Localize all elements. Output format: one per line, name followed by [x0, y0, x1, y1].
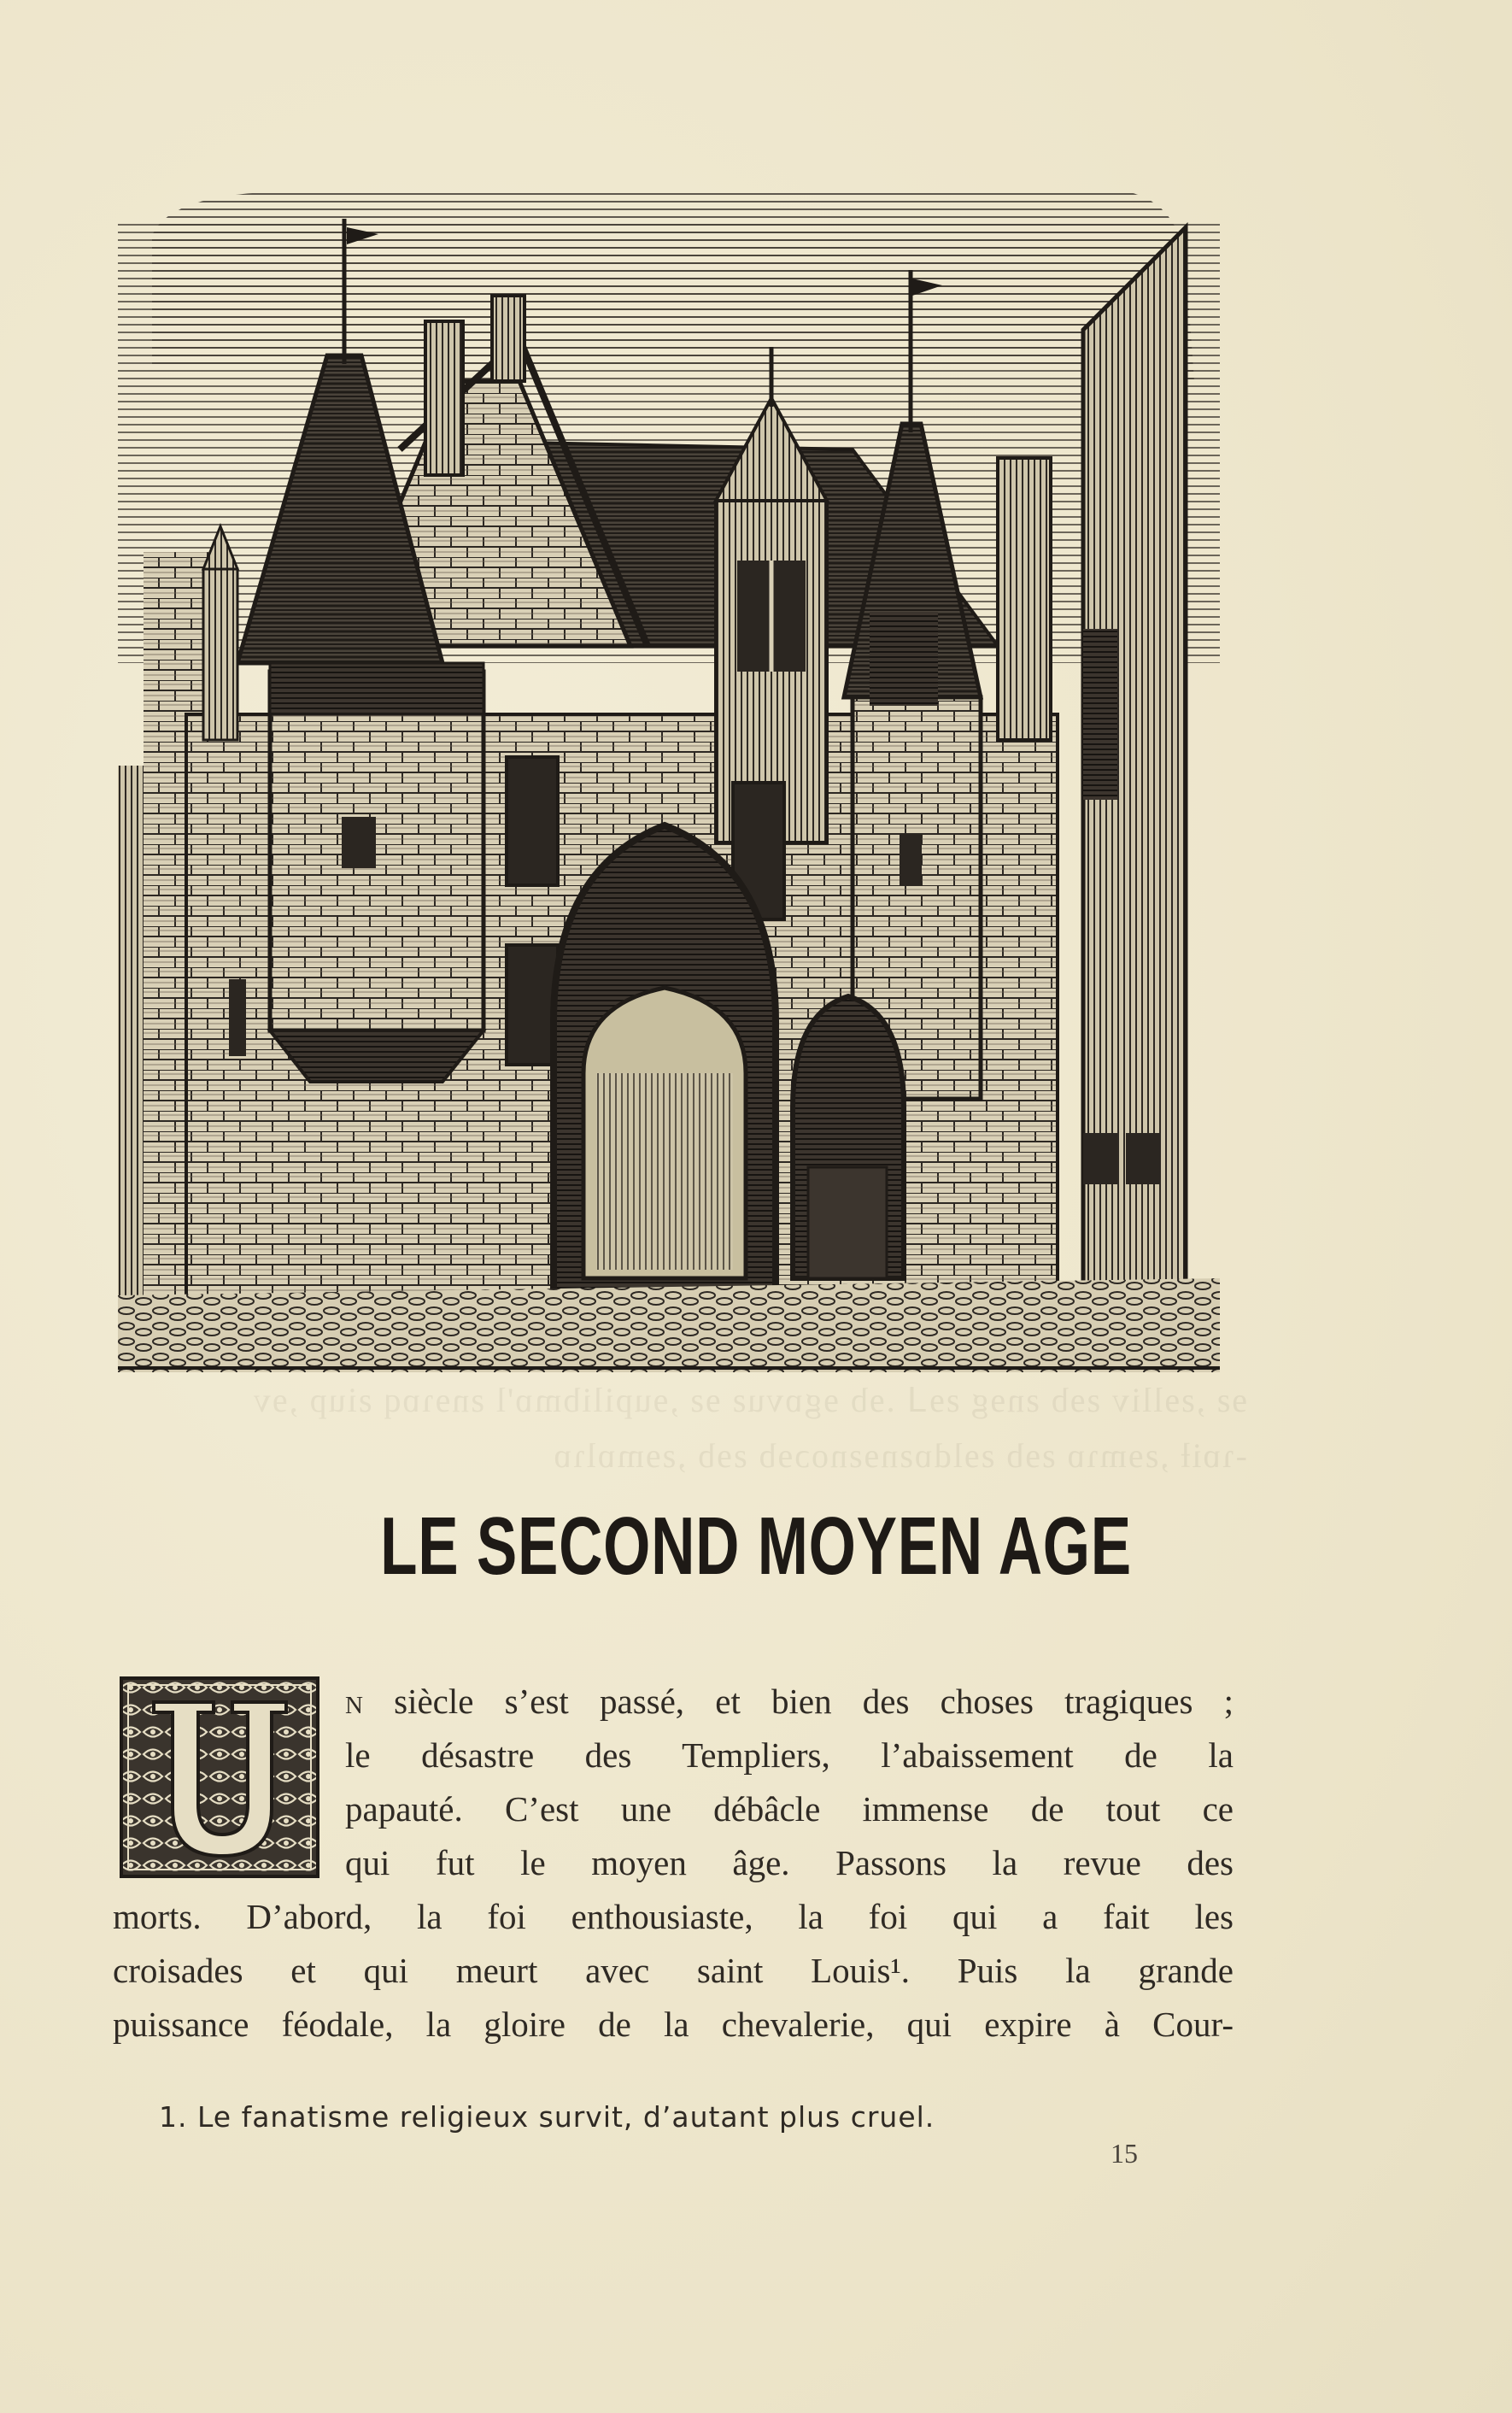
footnote: 1. Le fanatisme religieux survit, d’autant plus cruel.	[159, 2100, 935, 2134]
body-line: n siècle s’est passé, et bien des choses tragiques ;	[345, 1682, 1234, 1721]
body-line: puissance féodale, la gloire de la chevalerie, qui expire à Cour-	[113, 2005, 1234, 2044]
bleed-through-text: -ɿɒiƚ ,ƨɘmɿɒ ƨɘb ƨɘldɒƨnɘƨnoɔɘb ƨɘb ,ƨɘmɒlɿɒ	[552, 1436, 1247, 1475]
bleed-through-text: ɘƨ ,ƨɘlliv ƨɘb ƨnɘg ƨɘᒧ .ɘb ɘgɒvuƨ ɘƨ ,ɘupilibmɒ'l ƨnɘɿɒq ƨiup ,ɘv	[251, 1381, 1247, 1419]
body-line: le désastre des Templiers, l’abaissement de la	[345, 1735, 1234, 1775]
body-line: papauté. C’est une débâcle immense de tout ce	[345, 1789, 1234, 1829]
chapter-title: LE SECOND MOYEN AGE	[380, 1500, 1132, 1592]
body-line: croisades et qui meurt avec saint Louis¹. Puis la grande	[113, 1951, 1234, 1990]
building-engraving	[118, 167, 1220, 1372]
body-line: morts. D’abord, la foi enthousiaste, la foi qui a fait les	[113, 1897, 1234, 1936]
page-number: 15	[1111, 2138, 1138, 2169]
body-line: qui fut le moyen âge. Passons la revue des	[345, 1843, 1234, 1882]
body-paragraph	[113, 1675, 1234, 2052]
